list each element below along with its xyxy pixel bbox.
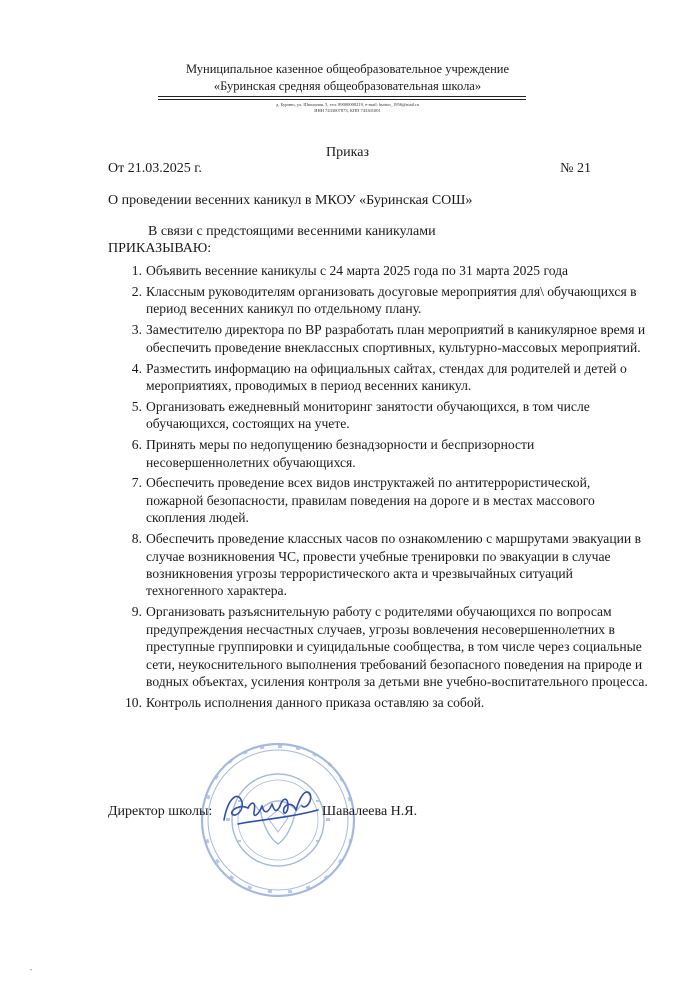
item-text: Организовать ежедневный мониторинг занятости обучающихся, в том числе обучающихся, состоящих на учете. [146, 398, 590, 432]
item-number: 4. [131, 360, 142, 376]
item-text: Классным руководителям организовать досуговые мероприятия для\ обучающихся в период весенних каникул по отдельному плану. [146, 283, 637, 317]
list-item [108, 436, 648, 471]
order-items-list [108, 262, 648, 715]
item-text: Обеспечить проведение всех видов инструктажей по антитеррористической, пожарной безопасности, правилам поведения на дороге и в местах массового скопления людей. [146, 475, 595, 526]
list-item [108, 694, 648, 711]
contacts-address: д. Бурино, ул. Школьная, 5, тел. 89000000219, e-mail: burino_1956@mail.ru [276, 102, 419, 107]
item-text: Организовать разъяснительную работу с родителями обучающихся по вопросам предупреждения несчастных случаев, угрозы вовлечения несовершеннолетних в преступные группировки и суицидальные сообщества, в том числе через социальные сети, неукоснительного выполнения требований безопасного поведения на природе и водных объектах, усиления контроля за детьми вне учебно-воспитательного процесса. [146, 604, 648, 689]
header-rule-thin [158, 99, 526, 100]
signatory-name: Шавалеева Н.Я. [322, 804, 418, 819]
list-item [108, 321, 648, 356]
handwritten-signature-icon [218, 780, 328, 840]
item-text: Объявить весенние каникулы с 24 марта 2025 года по 31 марта 2025 года [146, 263, 569, 278]
document-date: От 21.03.2025 г. [108, 161, 202, 176]
item-text: Заместителю директора по ВР разработать план мероприятий в каникулярное время и обеспечить проведение внеклассных спортивных, культурно-массовых мероприятий. [146, 322, 646, 355]
document-title: Приказ [326, 145, 369, 160]
contacts-tax-ids: ИНН 7433007873, КПП 743301001 [314, 108, 381, 113]
institution-type: Муниципальное казенное общеобразовательное учреждение [185, 62, 510, 76]
list-item [108, 474, 648, 526]
item-text: Контроль исполнения данного приказа оставляю за собой. [146, 694, 485, 710]
item-number: 6. [131, 437, 142, 453]
item-text: Обеспечить проведение классных часов по ознакомлению с маршрутами эвакуации в случае возникновения ЧС, провести учебные тренировки по эвакуации в случае возникновения угрозы террористического акта и чрезвычайных ситуаций техногенного характера. [146, 531, 641, 599]
signatory-role: Директор школы: [108, 804, 213, 819]
document-intro: В связи с предстоящими весенними каникулами [148, 224, 436, 239]
item-number: 10. [125, 694, 142, 710]
list-item [108, 283, 648, 318]
order-word: ПРИКАЗЫВАЮ: [108, 241, 212, 256]
list-item [108, 360, 648, 395]
item-number: 2. [131, 283, 142, 299]
item-number: 8. [131, 531, 142, 547]
item-text: Разместить информацию на официальных сайтах, стендах для родителей и детей о мероприятиях, проводимых в период весенних каникул. [146, 360, 627, 393]
institution-contacts [0, 102, 695, 114]
header-rule-thick [158, 96, 526, 97]
list-item [108, 603, 648, 690]
item-number: 5. [131, 398, 142, 414]
list-item [108, 398, 648, 433]
item-text: Принять меры по недопущению безнадзорности и беспризорности несовершеннолетних обучающихся. [146, 437, 535, 470]
document-subject: О проведении весенних каникул в МКОУ «Буринская СОШ» [108, 193, 473, 208]
document-number: № 21 [560, 161, 591, 176]
list-item [108, 262, 648, 279]
institution-name: «Буринская средняя общеобразовательная школа» [213, 79, 482, 93]
scan-dot: • [30, 968, 33, 974]
list-item [108, 530, 648, 600]
item-number: 1. [131, 263, 142, 278]
item-number: 7. [131, 475, 142, 491]
item-number: 3. [131, 322, 142, 338]
item-number: 9. [131, 604, 142, 620]
